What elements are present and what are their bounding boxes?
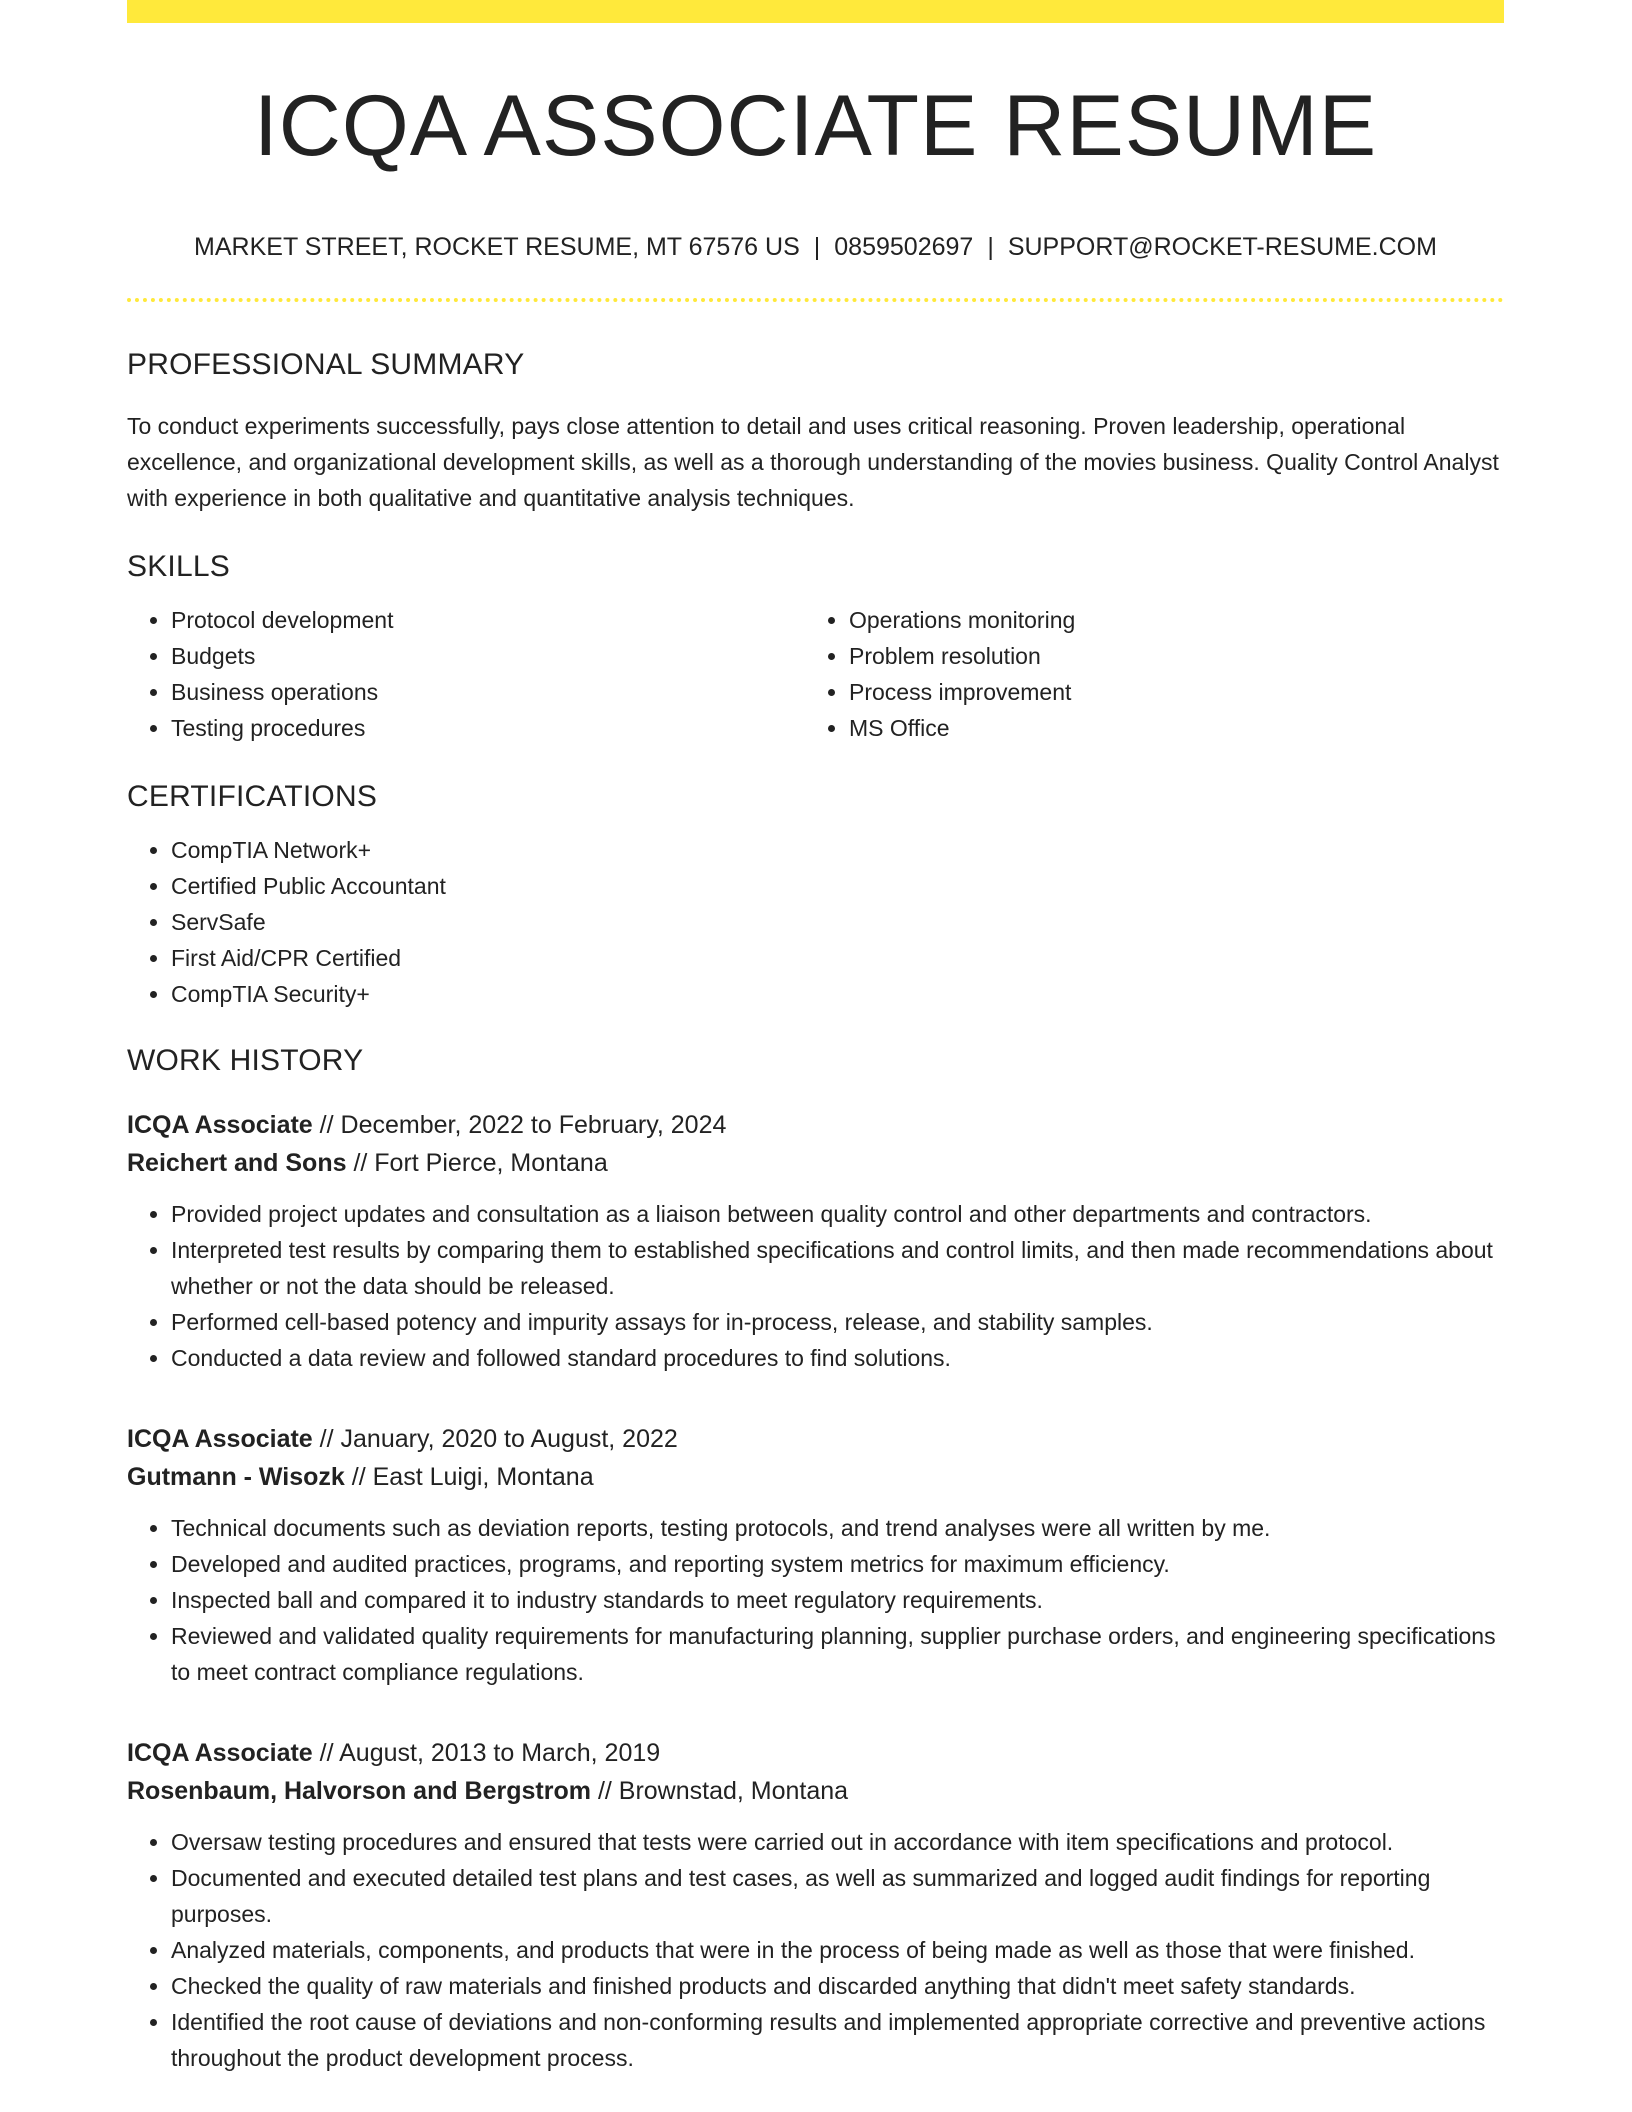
skill-item: • Budgets: [171, 638, 805, 674]
job-location: // East Luigi, Montana: [351, 1463, 594, 1491]
skills-grid: [127, 602, 1504, 746]
company-name: Rosenbaum, Halvorson and Bergstrom: [127, 1777, 591, 1805]
contact-separator: |: [813, 233, 821, 261]
job-company-line: [127, 1772, 1504, 1810]
job-bullet: • Performed cell-based potency and impurity assays for in-process, release, and stability samples.: [171, 1304, 1504, 1340]
job-dates: // August, 2013 to March, 2019: [319, 1739, 661, 1767]
accent-bar: [127, 0, 1504, 23]
job-dates: // December, 2022 to February, 2024: [319, 1111, 727, 1139]
job-bullet: • Identified the root cause of deviations and non-conforming results and implemented appropriate corrective and preventive actions throughout the product development process.: [171, 2004, 1504, 2076]
company-name: Reichert and Sons: [127, 1149, 347, 1177]
skills-column-left: [127, 602, 805, 746]
dotted-divider: [127, 298, 1504, 302]
job-bullet: • Interpreted test results by comparing them to established specifications and control limits, and then made recommendations about whether or not the data should be released.: [171, 1232, 1504, 1304]
skills-heading: SKILLS: [127, 550, 230, 583]
job-bullet: • Documented and executed detailed test plans and test cases, as well as summarized and logged audit findings for reporting purposes.: [171, 1860, 1504, 1932]
skill-item: • MS Office: [849, 710, 1483, 746]
job-bullet: • Reviewed and validated quality requirements for manufacturing planning, supplier purchase orders, and engineering specifications to meet contract compliance regulations.: [171, 1618, 1504, 1690]
job-bullet: • Technical documents such as deviation reports, testing protocols, and trend analyses were all written by me.: [171, 1510, 1504, 1546]
skill-item: • Operations monitoring: [849, 602, 1483, 638]
resume-page: [127, 0, 1504, 2076]
company-name: Gutmann - Wisozk: [127, 1463, 345, 1491]
certification-item: • CompTIA Security+: [171, 976, 1504, 1012]
certification-item: • Certified Public Accountant: [171, 868, 1504, 904]
job-title: ICQA Associate: [127, 1739, 313, 1767]
phone-number: 0859502697: [834, 233, 974, 261]
skill-item: • Testing procedures: [171, 710, 805, 746]
job-title-line: [127, 1106, 1504, 1144]
skills-column-right: [805, 602, 1483, 746]
certification-item: • CompTIA Network+: [171, 832, 1504, 868]
job-dates: // January, 2020 to August, 2022: [319, 1425, 678, 1453]
skill-item: • Business operations: [171, 674, 805, 710]
certifications-section: [127, 782, 1504, 1012]
skills-section: [127, 552, 1504, 746]
job-location: // Fort Pierce, Montana: [353, 1149, 608, 1177]
job-company-line: [127, 1458, 1504, 1496]
job-bullet: • Analyzed materials, components, and products that were in the process of being made as well as those that were finished.: [171, 1932, 1504, 1968]
job-entry: [127, 1420, 1504, 1690]
certification-item: • First Aid/CPR Certified: [171, 940, 1504, 976]
job-bullet: • Provided project updates and consultation as a liaison between quality control and other departments and contractors.: [171, 1196, 1504, 1232]
work-history-section: [127, 1046, 1504, 2076]
address: MARKET STREET, ROCKET RESUME, MT 67576 US: [194, 233, 800, 261]
job-title-line: [127, 1734, 1504, 1772]
job-title: ICQA Associate: [127, 1425, 313, 1453]
certification-item: • ServSafe: [171, 904, 1504, 940]
job-bullet: • Checked the quality of raw materials and finished products and discarded anything that didn't meet safety standards.: [171, 1968, 1504, 2004]
job-bullet: • Oversaw testing procedures and ensured that tests were carried out in accordance with item specifications and protocol.: [171, 1824, 1504, 1860]
job-title: ICQA Associate: [127, 1111, 313, 1139]
summary-text: To conduct experiments successfully, pays close attention to detail and uses critical reasoning. Proven leadership, operational excellence, and organizational development skills, as well as a thorough understanding of the movies business. Quality Control Analyst with experience in both qualitative and quantitative analysis techniques.: [127, 413, 1499, 511]
work-history-heading: WORK HISTORY: [127, 1044, 364, 1077]
job-bullet: • Inspected ball and compared it to industry standards to meet regulatory requirements.: [171, 1582, 1504, 1618]
skill-item: • Protocol development: [171, 602, 805, 638]
certifications-heading: CERTIFICATIONS: [127, 780, 378, 813]
job-title-line: [127, 1420, 1504, 1458]
email-address: SUPPORT@ROCKET-RESUME.COM: [1007, 233, 1437, 261]
contact-line: [127, 235, 1504, 260]
job-bullet: • Developed and audited practices, programs, and reporting system metrics for maximum efficiency.: [171, 1546, 1504, 1582]
job-company-line: [127, 1144, 1504, 1182]
job-entry: [127, 1734, 1504, 2076]
summary-heading: PROFESSIONAL SUMMARY: [127, 348, 525, 381]
contact-separator: |: [987, 233, 994, 261]
page-title: ICQA ASSOCIATE RESUME: [253, 78, 1378, 174]
job-bullet: • Conducted a data review and followed standard procedures to find solutions.: [171, 1340, 1504, 1376]
skill-item: • Problem resolution: [849, 638, 1483, 674]
skill-item: • Process improvement: [849, 674, 1483, 710]
job-entry: [127, 1106, 1504, 1376]
summary-section: [127, 350, 1504, 516]
job-location: // Brownstad, Montana: [597, 1777, 849, 1805]
